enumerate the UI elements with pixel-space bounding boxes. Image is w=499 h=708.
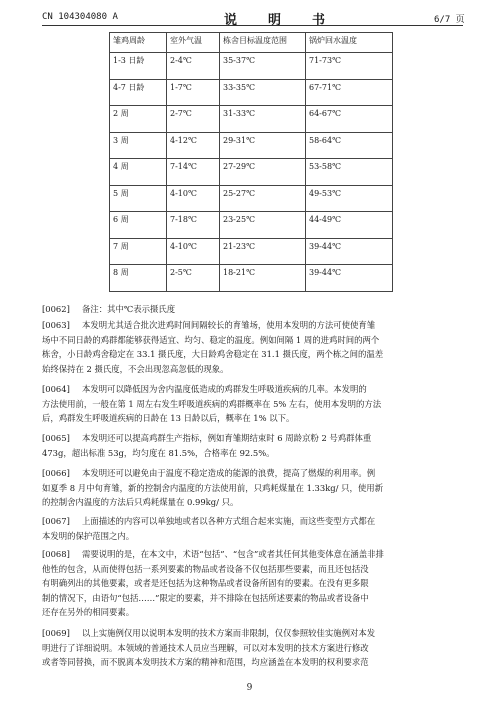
table-row (110, 79, 393, 106)
paragraph (42, 514, 463, 543)
text-line (42, 302, 463, 317)
table-cell: 7 周 (110, 238, 167, 265)
table-cell: 7-14℃ (167, 159, 220, 186)
text-line (42, 411, 463, 426)
paragraph-line: 栋舍，小日龄鸡舍稳定在 33.1 摄氏度，大日龄鸡舍稳定在 31.1 摄氏度，两个栋之间的温差 (42, 349, 384, 359)
table-cell: 4 周 (110, 159, 167, 186)
table-cell: 31-33℃ (220, 106, 306, 133)
table-cell: 71-73℃ (306, 53, 393, 80)
table-cell: 2-5℃ (167, 265, 220, 292)
paragraph (42, 382, 463, 426)
table-row (110, 212, 393, 239)
paragraph-line: 上面描述的内容可以单独地或者以各种方式组合起来实施，而这些变型方式都在 (82, 516, 376, 526)
table-cell: 8 周 (110, 265, 167, 292)
table-cell: 1-3 日龄 (110, 53, 167, 80)
header-rule (42, 25, 463, 26)
text-line (42, 655, 463, 670)
paragraph-line: 以上实施例仅用以说明本发明的技术方案而非限制，仅仅参照较佳实施例对本发 (82, 628, 376, 638)
paragraph (42, 466, 463, 510)
table-header-cell: 室外气温 (167, 33, 220, 53)
paragraph (42, 302, 463, 317)
temperature-table (109, 32, 393, 292)
text-line (42, 347, 463, 362)
table-cell: 64-67℃ (306, 106, 393, 133)
table-cell: 2-7℃ (167, 106, 220, 133)
paragraph (42, 547, 463, 620)
text-line (42, 591, 463, 606)
table-cell: 39-44℃ (306, 265, 393, 292)
paragraph-line: 473g，超出标准 53g，均匀度在 81.5%，合格率在 92.5%。 (42, 447, 275, 458)
paragraph-line: 有明确列出的其他要素，或者是还包括为这种物品或者设备所固有的要素。在没有更多限 (42, 578, 369, 588)
paragraph-line: 后，鸡群发生呼吸道疾病的日龄在 13 日龄以后，概率在 1% 以下。 (42, 413, 295, 423)
paragraph-line: 如夏季 8 月中旬育雏，新的控制舍内温度的方法使用前，只鸡耗煤量在 1.33kg/ 只，使用新 (42, 482, 384, 493)
table-cell: 1-7℃ (167, 79, 220, 106)
text-line (42, 529, 463, 544)
paragraph (42, 626, 463, 670)
paragraph-number: [0064] (42, 384, 70, 394)
text-line (42, 495, 463, 510)
table-cell: 23-25℃ (220, 212, 306, 239)
paragraph-line: 场中不同日龄的鸡群都能够获得适宜、均匀、稳定的温度。例如间隔 1 周的进鸡时间的两个 (42, 334, 380, 345)
table-row (110, 53, 393, 80)
table-cell: 2-4℃ (167, 53, 220, 80)
table-cell: 2 周 (110, 106, 167, 133)
document-id: CN 104304080 A (42, 12, 118, 22)
paragraph-number: [0069] (42, 628, 70, 638)
table-cell: 39-44℃ (306, 238, 393, 265)
paragraph-line: 本发明还可以避免由于温度不稳定造成的能源的浪费，提高了燃煤的利用率。例 (82, 468, 376, 478)
paragraph-line: 本发明可以降低因为舍内温度低造成的鸡群发生呼吸道疾病的几率。本发明的 (82, 384, 367, 394)
text-line (42, 446, 463, 461)
paragraph-number: [0066] (42, 468, 70, 478)
table-cell: 35-37℃ (220, 53, 306, 80)
text-line (42, 481, 463, 496)
table-cell: 67-71℃ (306, 79, 393, 106)
table-row (110, 159, 393, 186)
paragraph (42, 318, 463, 376)
table-cell: 7-18℃ (167, 212, 220, 239)
table-cell: 4-7 日龄 (110, 79, 167, 106)
text-line (42, 547, 463, 562)
text-line (42, 333, 463, 348)
table-row (110, 132, 393, 159)
temperature-table-body (110, 33, 393, 292)
table-header-cell: 锅炉回水温度 (306, 33, 393, 53)
text-line (42, 514, 463, 529)
page-header (0, 0, 499, 26)
table-cell: 27-29℃ (220, 159, 306, 186)
paragraph-number: [0068] (42, 549, 70, 559)
paragraph-line: 方法使用前，一般在第 1 周左右发生呼吸道疾病的鸡群概率在 5% 左右，使用本发明的方法 (42, 398, 382, 409)
table-cell: 53-58℃ (306, 159, 393, 186)
paragraph-line: 或者等同替换，而不脱离本发明技术方案的精神和范围，均应涵盖在本发明的权利要求范 (42, 657, 369, 667)
table-cell: 33-35℃ (220, 79, 306, 106)
paragraph-number: [0065] (42, 433, 70, 443)
paragraph-line: 本发明的保护范围之内。 (42, 530, 135, 541)
text-line (42, 562, 463, 577)
paragraph-line: 本发明还可以提高鸡群生产指标，例如育雏期结束时 6 周龄京粉 2 号鸡群体重 (82, 433, 372, 443)
text-line (42, 397, 463, 412)
table-cell: 49-53℃ (306, 185, 393, 212)
table-row (110, 185, 393, 212)
table-cell: 58-64℃ (306, 132, 393, 159)
table-row (110, 238, 393, 265)
table-cell: 25-27℃ (220, 185, 306, 212)
table-cell: 4-10℃ (167, 185, 220, 212)
paragraph-line: 备注：其中℃表示摄氏度 (82, 304, 176, 314)
text-line (42, 466, 463, 481)
paragraph-line: 制的情况下，由语句“包括……”限定的要素，并不排除在包括所述要素的物品或者设备中 (42, 592, 369, 603)
table-cell: 4-10℃ (167, 238, 220, 265)
paragraph-line: 的控制舍内温度的方法后只鸡耗煤量在 0.99kg/ 只。 (42, 497, 239, 507)
paragraph-number: [0067] (42, 516, 70, 526)
table-row (110, 106, 393, 133)
table-cell: 21-23℃ (220, 238, 306, 265)
text-line (42, 641, 463, 656)
document-title: 说 明 书 (224, 13, 335, 28)
text-line (42, 605, 463, 620)
paragraph-line: 还存在另外的相同要素。 (42, 607, 135, 617)
paragraph (42, 431, 463, 460)
table-cell: 18-21℃ (220, 265, 306, 292)
paragraph-line: 本发明尤其适合批次进鸡时间间隔较长的育雏场，使用本发明的方法可使使育雏 (82, 320, 376, 330)
text-line (42, 382, 463, 397)
text-line (42, 362, 463, 377)
paragraph-line: 他性的包含，从而使得包括一系列要素的物品或者设备不仅包括那些要素，而且还包括没 (42, 563, 369, 574)
table-row (110, 265, 393, 292)
paragraph-line: 明进行了详细说明。本领域的普通技术人员应当理解，可以对本发明的技术方案进行修改 (42, 642, 369, 653)
page-indicator: 6/7 页 (434, 15, 465, 25)
paragraph-line: 需要说明的是，在本文中，术语“包括”、“包含”或者其任何其他变体意在涵盖非排 (82, 549, 384, 559)
paragraph-number: [0063] (42, 320, 70, 330)
text-line (42, 576, 463, 591)
paragraph-line: 始终保持在 2 摄氏度，不会出现忽高忽低的现象。 (42, 363, 229, 374)
table-cell: 5 周 (110, 185, 167, 212)
table-cell: 6 周 (110, 212, 167, 239)
table-cell: 3 周 (110, 132, 167, 159)
table-header-cell: 雏鸡周龄 (110, 33, 167, 53)
page-number: 9 (246, 683, 253, 693)
table-cell: 29-31℃ (220, 132, 306, 159)
text-line (42, 626, 463, 641)
paragraph-number: [0062] (42, 304, 70, 314)
table-cell: 44-49℃ (306, 212, 393, 239)
table-header-row (110, 33, 393, 53)
text-line (42, 318, 463, 333)
table-header-cell: 栋舍目标温度范围 (220, 33, 306, 53)
table-cell: 4-12℃ (167, 132, 220, 159)
text-line (42, 431, 463, 446)
